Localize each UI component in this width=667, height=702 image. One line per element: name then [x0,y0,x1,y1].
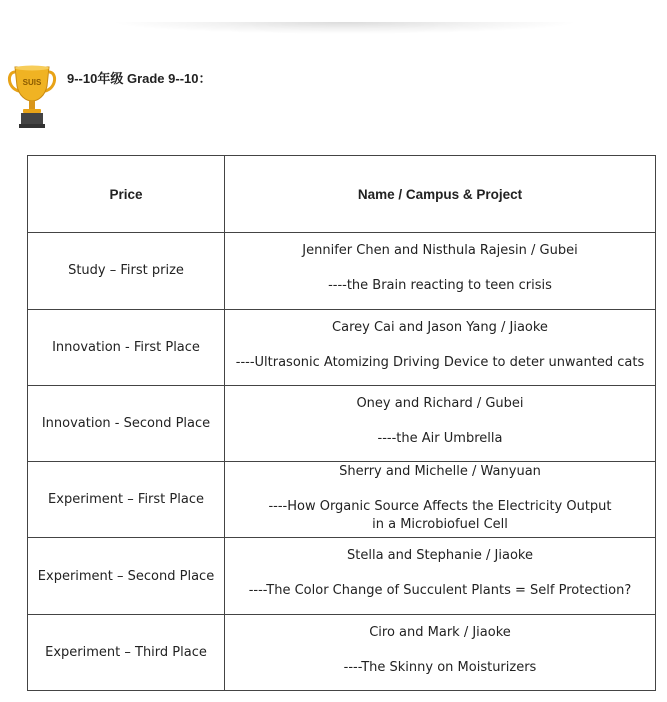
table-row [28,233,656,309]
table-row [28,385,656,461]
header-shadow-divider [110,22,580,34]
project-cell [225,385,656,461]
table-row [28,538,656,614]
team-names: Sherry and Michelle / Wanyuan [339,464,541,480]
table-row [28,614,656,690]
team-names: Carey Cai and Jason Yang / Jiaoke [332,319,548,335]
project-title: ----the Air Umbrella [377,430,503,446]
team-names: Ciro and Mark / Jiaoke [369,624,511,640]
trophy-label: SUIS [22,78,42,87]
prize-cell: Innovation - First Place [28,309,225,385]
project-title: ----the Brain reacting to teen crisis [328,278,552,294]
project-title: ----The Skinny on Moisturizers [343,659,537,675]
project-cell [225,538,656,614]
table-header-row [28,156,656,233]
prize-cell: Study – First prize [28,233,225,309]
column-header-prize: Price [28,156,225,233]
trophy-icon [6,64,58,130]
project-cell [225,614,656,690]
grade-heading: 9--10年级 Grade 9--10： [67,71,212,86]
prize-cell: Experiment – First Place [28,462,225,538]
project-cell [225,309,656,385]
column-header-project: Name / Campus & Project [225,156,656,233]
prize-cell: Innovation - Second Place [28,385,225,461]
project-cell [225,233,656,309]
project-title: ----Ultrasonic Atomizing Driving Device to deter unwanted cats [235,354,645,370]
awards-table [27,155,656,691]
table-row [28,309,656,385]
team-names: Stella and Stephanie / Jiaoke [347,548,533,564]
project-title: ----The Color Change of Succulent Plants = Self Protection? [248,583,632,599]
project-cell [225,462,656,538]
table-row [28,462,656,538]
team-names: Oney and Richard / Gubei [356,395,524,411]
prize-cell: Experiment – Third Place [28,614,225,690]
prize-cell: Experiment – Second Place [28,538,225,614]
project-title: ----How Organic Source Affects the Electricity Output in a Microbiofuel Cell [268,499,612,533]
team-names: Jennifer Chen and Nisthula Rajesin / Gubei [302,243,578,259]
